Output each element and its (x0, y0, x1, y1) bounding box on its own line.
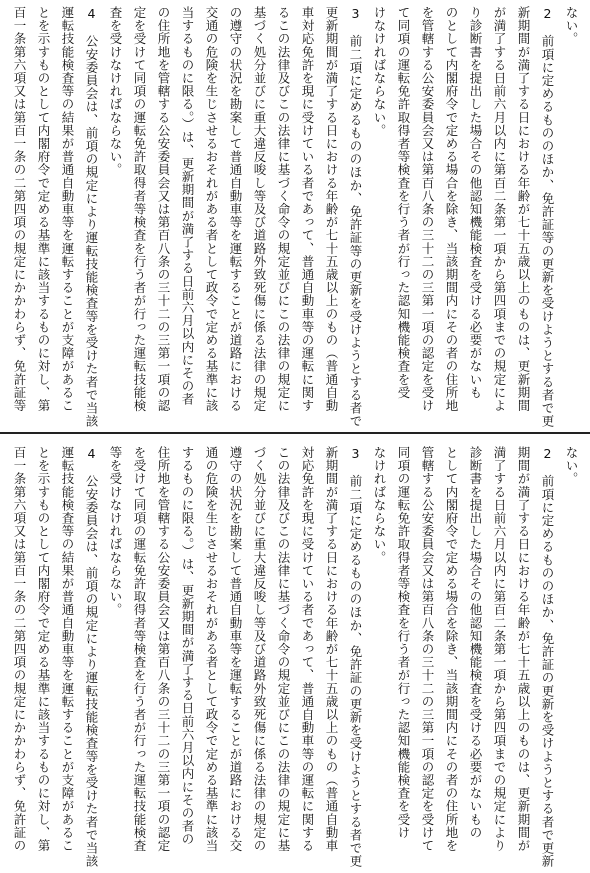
text-line: 当するものに限る。）は、更新期間が満了する日前六月以内にその者 (180, 6, 195, 406)
text-line-body: 公安委員会は、前項の規定により運転技能検査等を受けた者で当該 (84, 34, 99, 428)
text-line: この法律及びこの法律に基づく命令の規定並びにこの法律の規定に基 (276, 446, 291, 853)
text-line (346, 6, 364, 428)
vertical-text-columns (10, 446, 580, 868)
text-line: を受けて同項の運転免許取得者等検査を行う者が行った運転技能検査 (132, 446, 147, 853)
paragraph-3 (106, 6, 364, 428)
text-line: 診断書を提出した場合その他認知機能検査を受ける必要がないもの (468, 446, 483, 839)
paragraph-number: 2 (540, 6, 555, 22)
text-line: 百一条第六項又は第百一条の二第四項の規定にかかわらず、免許証等 (12, 6, 27, 413)
text-line: 更新期間が満了する日における年齢が七十五歳以上のもの（普通自動 (324, 6, 339, 413)
text-line: ない。 (564, 6, 579, 46)
text-line: 同項の運転免許取得者等検査を行う者が行った認知機能検査を受け (396, 446, 411, 839)
text-line: の住所地を管轄する公安委員会又は第百八条の三十二の三第一項の認 (156, 6, 171, 413)
text-line-body: 前二項に定めるもののほか、免許証の更新を受けようとする者で更 (348, 474, 363, 868)
text-line: り診断書を提出した場合その他認知機能検査を受ける必要がないも (468, 6, 483, 399)
text-line: 査を受けなければならない。 (108, 6, 123, 177)
text-line-body: 前二項に定めるもののほか、免許証等の更新を受けようとする者で (348, 34, 363, 428)
paragraph-number: 3 (348, 6, 363, 22)
text-line: るこの法律及びこの法律に基づく命令の規定並びにこの法律の規定に (276, 6, 291, 413)
paragraph-4 (10, 446, 100, 868)
text-line-body: 前項に定めるもののほか、免許証等の更新を受けようとする者で更 (540, 34, 555, 428)
text-line: 定を受けて同項の運転免許取得者等検査を行う者が行った運転技能検 (132, 6, 147, 413)
text-line: が満了する日前六月以内に第百二条第一項から第四項までの規定によ (492, 6, 507, 413)
text-line (538, 6, 556, 428)
document-panel-after (14, 446, 580, 868)
text-line: のとして内閣府令で定める場合を除き、当該期間内にその者の住所地 (444, 6, 459, 413)
text-line: 満了する日前六月以内に第百二条第一項から第四項までの規定により (492, 446, 507, 853)
text-line: 基づく処分並びに重大違反唆し等及び道路外致死傷に係る法律の規定 (252, 6, 267, 413)
paragraph-number: 4 (84, 446, 99, 462)
text-line: 管轄する公安委員会又は第百八条の三十二の三第一項の認定を受けて (420, 446, 435, 853)
text-line-body: 前項に定めるもののほか、免許証の更新を受けようとする者で更新 (540, 474, 555, 868)
text-line: て同項の運転免許取得者等検査を行う者が行った認知機能検査を受 (396, 6, 411, 399)
text-line: なければならない。 (372, 446, 387, 564)
text-line: 車対応免許を現に受けている者であって、普通自動車等の運転に関す (300, 6, 315, 413)
text-line: 運転技能検査等の結果が普通自動車等を運転することが支障があるこ (60, 446, 75, 853)
text-line: 期間が満了する日における年齢が七十五歳以上のものは、更新期間が (516, 446, 531, 853)
text-line (346, 446, 364, 868)
text-line: 対応免許を現に受けている者であって、普通自動車等の運転に関する (300, 446, 315, 853)
paragraph-number: 2 (540, 446, 555, 462)
paragraph-3 (106, 446, 364, 868)
panel-divider (0, 432, 590, 434)
text-line: づく処分並びに重大違反唆し等及び道路外致死傷に係る法律の規定の (252, 446, 267, 853)
text-line: 等を受けなければならない。 (108, 446, 123, 617)
text-line: の遵守の状況を勘案して普通自動車等を運転することが道路における (228, 6, 243, 413)
text-line: するものに限る。）は、更新期間が満了する日前六月以内にその者の (180, 446, 195, 846)
paragraph-number: 4 (84, 6, 99, 22)
text-line: とを示すものとして内閣府令で定める基準に該当するものに対し、第 (36, 6, 51, 413)
text-line: 住所地を管轄する公安委員会又は第百八条の三十二の三第一項の認定 (156, 446, 171, 853)
paragraph-number: 3 (348, 446, 363, 462)
text-line: ない。 (564, 446, 579, 486)
text-line: 新期間が満了する日における年齢が七十五歳以上のもの（普通自動車 (324, 446, 339, 853)
text-line: 通の危険を生じさせるおそれがある者として政令で定める基準に該当 (204, 446, 219, 853)
document-panel-before (14, 6, 580, 428)
text-line: けなければならない。 (372, 6, 387, 137)
paragraph-2 (370, 6, 556, 428)
text-line (82, 446, 100, 868)
text-line (538, 446, 556, 868)
text-line: として内閣府令で定める場合を除き、当該期間内にその者の住所地を (444, 446, 459, 853)
text-line (82, 6, 100, 428)
text-line: 遵守の状況を勘案して普通自動車等を運転することが道路における交 (228, 446, 243, 853)
text-line: 運転技能検査等の結果が普通自動車等を運転することが支障があるこ (60, 6, 75, 413)
text-line: とを示すものとして内閣府令で定める基準に該当するものに対し、第 (36, 446, 51, 853)
paragraph-2 (370, 446, 556, 868)
text-line: 交通の危険を生じさせるおそれがある者として政令で定める基準に該 (204, 6, 219, 413)
text-line-body: 公安委員会は、前項の規定により運転技能検査等を受けた者で当該 (84, 474, 99, 868)
text-line: を管轄する公安委員会又は第百八条の三十二の三第一項の認定を受け (420, 6, 435, 413)
text-line: 百一条第六項又は第百一条の二第四項の規定にかかわらず、免許証の (12, 446, 27, 853)
text-line: 新期間が満了する日における年齢が七十五歳以上のものは、更新期間 (516, 6, 531, 413)
vertical-text-columns (10, 6, 580, 428)
paragraph-4 (10, 6, 100, 428)
